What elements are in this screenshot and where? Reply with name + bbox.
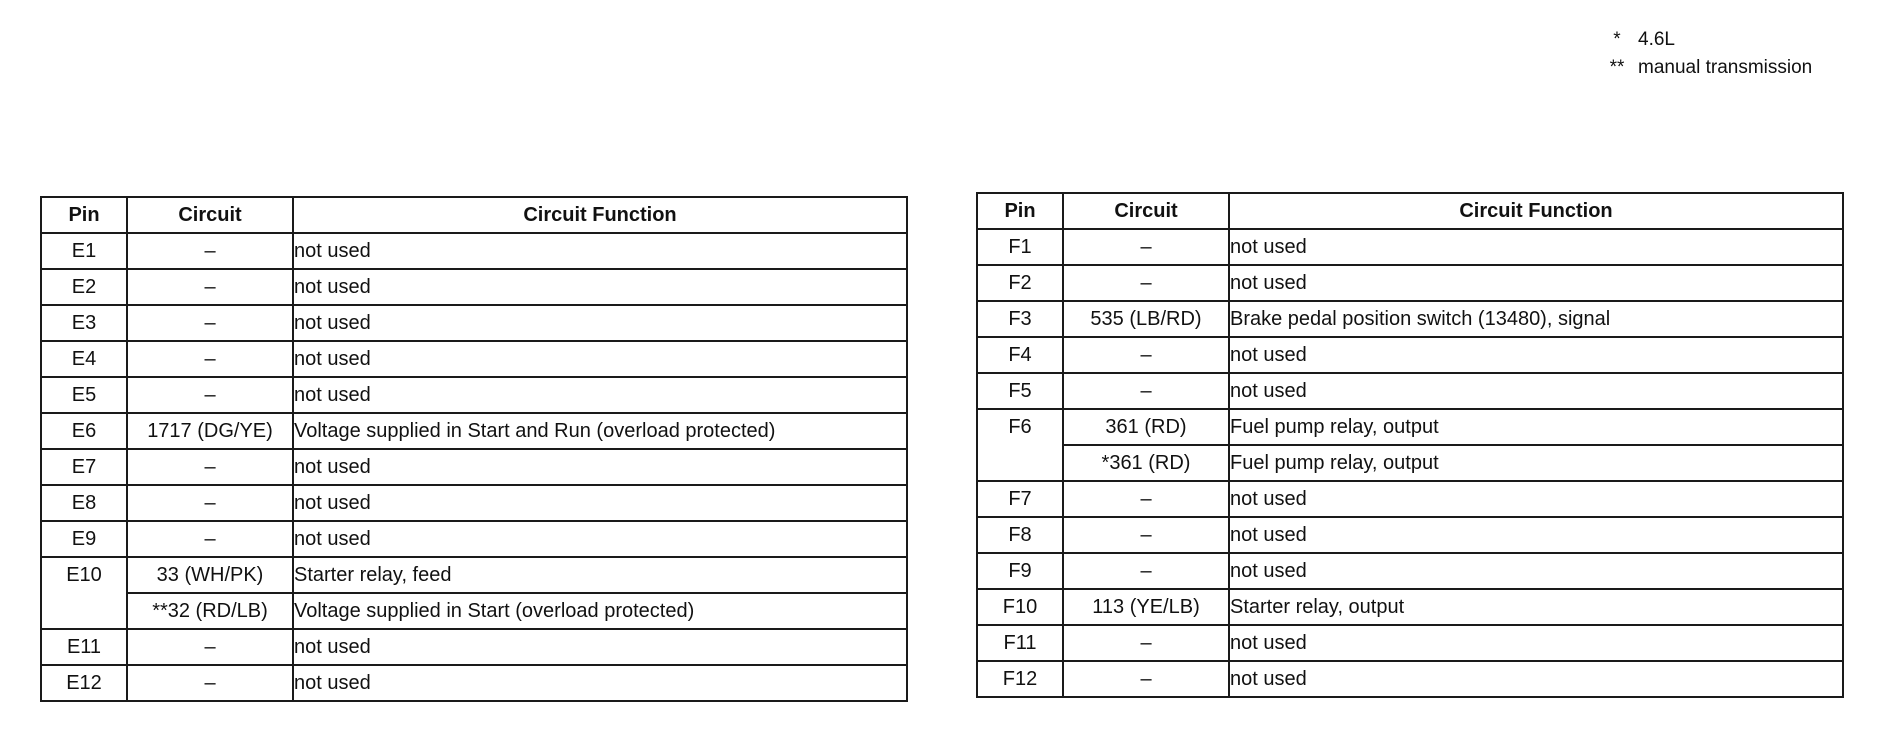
table-row <box>977 409 1843 445</box>
pin-cell: F1 <box>977 229 1063 265</box>
circuit-cell: – <box>1063 517 1229 553</box>
circuit-cell: – <box>127 665 293 701</box>
function-cell: not used <box>1229 481 1843 517</box>
function-cell: not used <box>293 485 907 521</box>
function-cell: Voltage supplied in Start and Run (overload protected) <box>293 413 907 449</box>
function-cell: not used <box>1229 373 1843 409</box>
table-header-row <box>41 197 907 233</box>
pin-cell: F12 <box>977 661 1063 697</box>
function-cell: not used <box>1229 661 1843 697</box>
function-cell: not used <box>293 377 907 413</box>
function-cell: Voltage supplied in Start (overload protected) <box>293 593 907 629</box>
circuit-cell: – <box>127 521 293 557</box>
function-cell: not used <box>293 305 907 341</box>
pin-cell: F8 <box>977 517 1063 553</box>
connector-f-rows <box>977 229 1843 697</box>
table-row <box>41 413 907 449</box>
pin-cell: E4 <box>41 341 127 377</box>
pin-cell: F10 <box>977 589 1063 625</box>
circuit-cell: 535 (LB/RD) <box>1063 301 1229 337</box>
header-pin: Pin <box>41 197 127 233</box>
table-row <box>41 665 907 701</box>
header-function: Circuit Function <box>293 197 907 233</box>
circuit-cell: – <box>1063 553 1229 589</box>
legend-text: 4.6L <box>1638 29 1675 50</box>
header-circuit: Circuit <box>127 197 293 233</box>
circuit-cell: – <box>1063 229 1229 265</box>
legend-text: manual transmission <box>1638 57 1813 78</box>
function-cell: not used <box>293 233 907 269</box>
function-cell: not used <box>1229 517 1843 553</box>
pin-cell: E9 <box>41 521 127 557</box>
circuit-cell: – <box>1063 373 1229 409</box>
circuit-cell: – <box>127 485 293 521</box>
header-pin: Pin <box>977 193 1063 229</box>
circuit-cell: – <box>1063 265 1229 301</box>
table-row <box>41 305 907 341</box>
legend <box>1596 26 1812 82</box>
circuit-cell: – <box>1063 625 1229 661</box>
function-cell: not used <box>293 449 907 485</box>
connector-e-table <box>40 196 908 702</box>
function-cell: not used <box>293 665 907 701</box>
circuit-cell: – <box>127 449 293 485</box>
table-row <box>41 485 907 521</box>
pin-cell: E10 <box>41 557 127 629</box>
function-cell: not used <box>1229 625 1843 661</box>
table-row <box>41 449 907 485</box>
circuit-cell: 113 (YE/LB) <box>1063 589 1229 625</box>
circuit-cell: – <box>1063 337 1229 373</box>
header-circuit: Circuit <box>1063 193 1229 229</box>
pin-cell: E8 <box>41 485 127 521</box>
function-cell: Fuel pump relay, output <box>1229 409 1843 445</box>
table-row <box>977 337 1843 373</box>
table-row <box>41 521 907 557</box>
pin-cell: F9 <box>977 553 1063 589</box>
table-row <box>977 481 1843 517</box>
table-row <box>977 661 1843 697</box>
function-cell: not used <box>293 521 907 557</box>
table-row <box>41 377 907 413</box>
circuit-cell: 1717 (DG/YE) <box>127 413 293 449</box>
table-row <box>977 517 1843 553</box>
table-row <box>41 269 907 305</box>
legend-symbol: ** <box>1609 57 1625 78</box>
circuit-cell: – <box>127 377 293 413</box>
function-cell: not used <box>1229 229 1843 265</box>
circuit-cell: – <box>1063 481 1229 517</box>
function-cell: not used <box>1229 265 1843 301</box>
pin-cell: E5 <box>41 377 127 413</box>
pin-cell: F2 <box>977 265 1063 301</box>
circuit-cell: – <box>127 341 293 377</box>
pin-cell: E2 <box>41 269 127 305</box>
pin-cell: E3 <box>41 305 127 341</box>
function-cell: Brake pedal position switch (13480), signal <box>1229 301 1843 337</box>
table-row <box>977 301 1843 337</box>
function-cell: not used <box>293 269 907 305</box>
table-row <box>977 553 1843 589</box>
circuit-cell: 33 (WH/PK) <box>127 557 293 593</box>
pin-cell: E6 <box>41 413 127 449</box>
table-row <box>41 593 907 629</box>
legend-symbol: * <box>1613 29 1621 50</box>
circuit-cell: – <box>127 629 293 665</box>
circuit-cell: **32 (RD/LB) <box>127 593 293 629</box>
table-row <box>977 373 1843 409</box>
pin-cell: F7 <box>977 481 1063 517</box>
function-cell: not used <box>293 341 907 377</box>
pin-cell: E12 <box>41 665 127 701</box>
function-cell: Fuel pump relay, output <box>1229 445 1843 481</box>
circuit-cell: – <box>127 233 293 269</box>
table-row <box>977 625 1843 661</box>
table-header-row <box>977 193 1843 229</box>
pin-cell: F3 <box>977 301 1063 337</box>
connector-e-rows <box>41 233 907 701</box>
table-row <box>977 589 1843 625</box>
pin-cell: E1 <box>41 233 127 269</box>
legend-row <box>1596 54 1812 82</box>
header-function: Circuit Function <box>1229 193 1843 229</box>
pin-cell: E11 <box>41 629 127 665</box>
table-row <box>977 229 1843 265</box>
function-cell: Starter relay, output <box>1229 589 1843 625</box>
circuit-cell: *361 (RD) <box>1063 445 1229 481</box>
function-cell: Starter relay, feed <box>293 557 907 593</box>
function-cell: not used <box>1229 553 1843 589</box>
function-cell: not used <box>1229 337 1843 373</box>
circuit-cell: – <box>127 305 293 341</box>
table-row <box>41 629 907 665</box>
table-row <box>41 557 907 593</box>
table-row <box>977 445 1843 481</box>
table-row <box>41 233 907 269</box>
table-row <box>41 341 907 377</box>
pin-cell: F6 <box>977 409 1063 481</box>
circuit-cell: – <box>127 269 293 305</box>
circuit-cell: – <box>1063 661 1229 697</box>
pin-cell: E7 <box>41 449 127 485</box>
pin-cell: F11 <box>977 625 1063 661</box>
circuit-cell: 361 (RD) <box>1063 409 1229 445</box>
pin-cell: F4 <box>977 337 1063 373</box>
pin-cell: F5 <box>977 373 1063 409</box>
table-row <box>977 265 1843 301</box>
legend-row <box>1596 26 1812 54</box>
connector-f-table <box>976 192 1844 698</box>
function-cell: not used <box>293 629 907 665</box>
